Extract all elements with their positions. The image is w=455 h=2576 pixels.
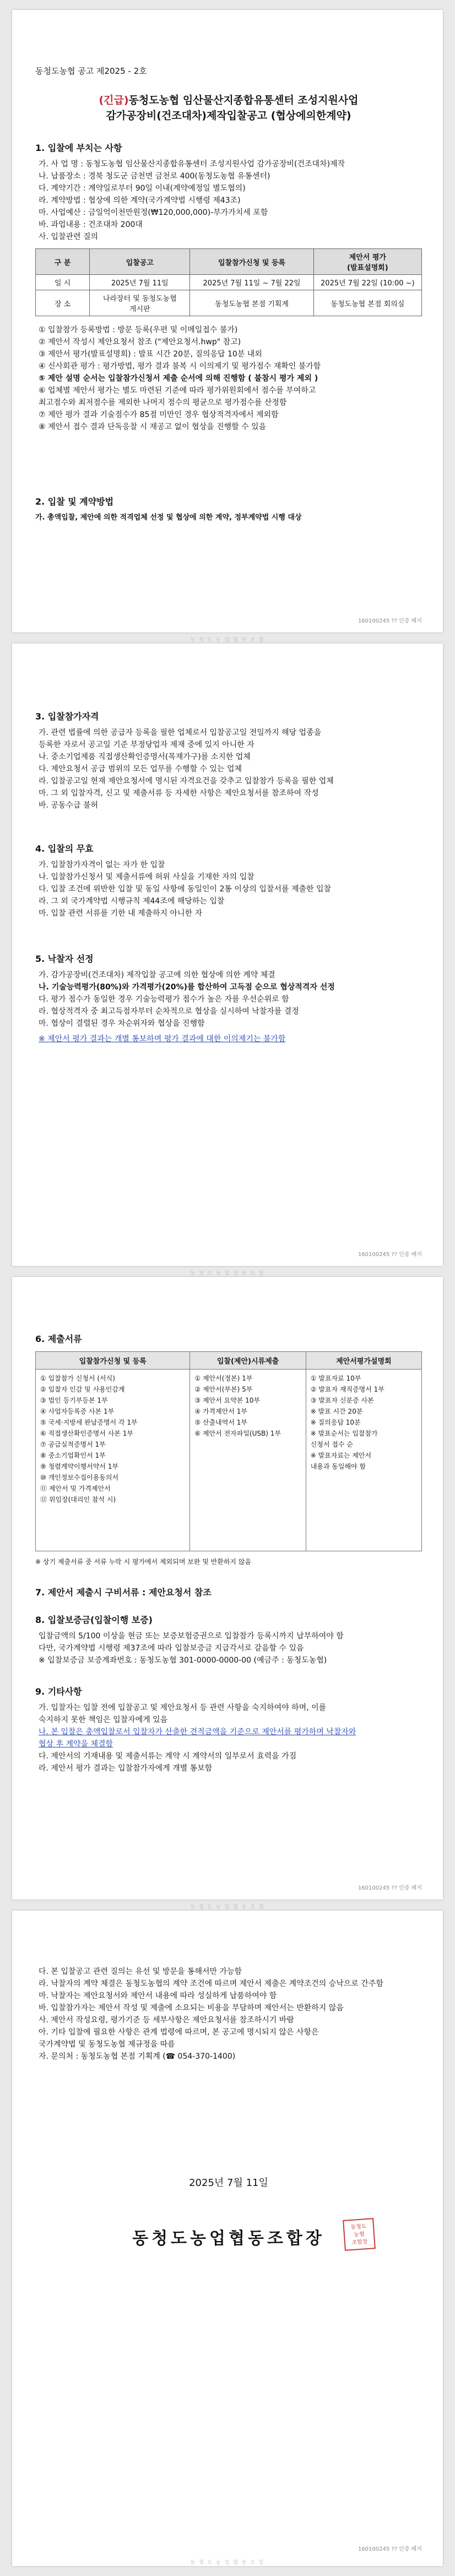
section-1-heading: 1. 입찰에 부치는 사항 <box>35 143 122 153</box>
section-1-note: ② 제안서 작성시 제안요청서 참조 ("제안요청서.hwp" 참고) <box>39 338 241 347</box>
submission-table-header <box>36 1352 422 1370</box>
section-3-item: 등록한 자로서 공고일 기준 부정당업자 제재 중에 있지 아니한 자 <box>39 740 254 749</box>
section-1-note: ① 입찰참가 등록방법 : 방문 등록(우편 및 이메일접수 불가) <box>39 326 238 334</box>
submission-doc-item: 신청서 접수 순 <box>310 1441 353 1448</box>
section-3-item: 바. 공동수급 불허 <box>39 801 99 810</box>
submission-doc-item: ⑥ 제안서 전자파일(USB) 1부 <box>194 1430 281 1437</box>
submission-doc-item: ④ 가격제안서 1부 <box>194 1408 247 1415</box>
section-1 <box>35 141 422 433</box>
section-1-item: 가. 사 업 명 : 동청도농협 임산물산지종합유통센터 조성지원사업 감가공장비(건조대차)제작 <box>39 160 345 169</box>
official-seal: 동청도 농협 조합장 <box>343 2218 376 2251</box>
submission-doc-item: 내용과 동일해야 함 <box>310 1463 366 1470</box>
page-footer: 160100245 ?? 인증 폐지 <box>358 2546 422 2552</box>
document-page-3 <box>12 1277 443 1910</box>
document-page-4 <box>12 1911 443 2566</box>
schedule-cell: 2025년 7월 11일 <box>90 275 190 290</box>
submission-doc-item: ③ 발표자 신분증 사본 <box>310 1397 374 1404</box>
section-4-item: 마. 입찰 관련 서류를 기한 내 제출하지 아니한 자 <box>39 909 203 918</box>
submission-documents-table <box>35 1351 422 1551</box>
section-5-item: 다. 평가 점수가 동일한 경우 기술능력평가 점수가 높은 자를 우선순위로 함 <box>39 995 289 1004</box>
page-footer: 160100245 ?? 인증 폐지 <box>358 1885 422 1891</box>
section-9-item: 라. 제안서 평가 결과는 입찰참가자에게 개별 통보함 <box>39 1764 213 1773</box>
page-footer: 160100245 ?? 인증 폐지 <box>358 618 422 624</box>
watermark: 동 청 도 농 업 협 동 조 합 <box>190 1271 265 1276</box>
section-8-item: 입찰금액의 5/100 이상을 현금 또는 보증보험증권으로 입찰참가 등록시까지 납부하여야 함 <box>39 1632 344 1641</box>
section-5-item: 나. 기술능력평가(80%)와 가격평가(20%)를 합산하여 고득점 순으로 협상적격자 선정 <box>39 983 335 992</box>
submission-header-cell: 제안서평가설명회 <box>306 1352 421 1370</box>
schedule-header-cell: 제안서 평가 (발표설명회) <box>313 249 421 275</box>
submission-doc-item: ※ 발표자료는 제안서 <box>310 1452 372 1459</box>
document-title <box>35 93 422 123</box>
section-10-item: 바. 입찰참가자는 제안서 작성 및 제출에 소요되는 비용을 부담하며 제안서는 반환하지 않음 <box>39 2004 344 2012</box>
submission-doc-item: ① 제안서(정본) 1부 <box>194 1374 253 1382</box>
section-9-item: 협상 후 계약을 체결함 <box>39 1740 113 1749</box>
schedule-table-header <box>36 249 422 275</box>
submission-header-cell: 입찰(제안)시류제출 <box>190 1352 306 1370</box>
title-line-2: 감가공장비(건조대차)제작입찰공고 (협상에의한계약) <box>106 110 351 122</box>
section-5-item: 라. 협상적격자 중 최고득점자부터 순차적으로 협상을 실시하여 낙찰자를 결정 <box>39 1007 299 1016</box>
submission-doc-item: ③ 제안서 요약본 10부 <box>194 1397 261 1404</box>
submission-doc-item: ③ 법인 등기부등본 1부 <box>40 1397 108 1404</box>
section-9 <box>35 1685 422 1774</box>
section-1-item: 바. 과업내용 : 건조대차 200대 <box>39 220 143 229</box>
section-5 <box>35 952 422 1045</box>
submission-header-cell: 입찰참가신청 및 등록 <box>36 1352 190 1370</box>
schedule-row <box>36 275 422 290</box>
watermark: 동 청 도 농 업 협 동 조 합 <box>190 1904 265 1910</box>
document-page-2 <box>12 643 443 1276</box>
submission-doc-item: ⑦ 공급실적증명서 1부 <box>40 1441 106 1448</box>
title-urgent-prefix: (긴급) <box>99 94 129 106</box>
submission-doc-item: ② 발표자 재직증명서 1부 <box>310 1386 384 1393</box>
section-4-item: 나. 입찰참가신청서 및 제출서류에 허위 사실을 기재한 자의 입찰 <box>39 873 254 881</box>
section-9-item: 다. 제안서의 기재내용 및 제출서류는 계약 시 계약서의 일부로서 효력을 가짐 <box>39 1752 297 1761</box>
section-7 <box>35 1585 422 1598</box>
schedule-row <box>36 290 422 316</box>
section-1-item: 다. 계약기간 : 계약일로부터 90일 이내(계약예정일 별도협의) <box>39 184 246 193</box>
watermark: 동 청 도 농 업 협 동 조 합 <box>190 637 265 643</box>
section-10-item: 다. 본 입찰공고 관련 질의는 유선 및 방문을 통해서만 가능함 <box>39 1967 242 1976</box>
section-10-item: 사. 제안서 작성요령, 평가기준 등 세부사항은 제안요청서를 참조하시기 바람 <box>39 2016 294 2025</box>
submission-doc-item: ⑫ 위임장(대리인 참석 시) <box>40 1496 116 1503</box>
schedule-cell: 2025년 7월 22일 (10:00 ~) <box>313 275 421 290</box>
schedule-table <box>35 248 422 316</box>
section-2-heading: 2. 입찰 및 계약방법 <box>35 496 114 507</box>
section-9-heading: 9. 기타사항 <box>35 1686 82 1697</box>
section-1-note: ④ 신사회관 평가 : 평가방법, 평가 결과 불복 시 이의제기 및 평가점수 재확인 불가함 <box>39 362 321 371</box>
schedule-cell: 동청도농협 본점 기획계 <box>190 290 313 316</box>
section-7-heading: 7. 제안서 제출시 구비서류 : 제안요청서 참조 <box>35 1587 212 1598</box>
section-1-note: ⑦ 제안 평가 결과 기술점수가 85점 미만인 경우 협상적격자에서 제외함 <box>39 410 279 419</box>
document-page-1 <box>12 10 443 643</box>
schedule-cell: 동청도농협 본점 회의실 <box>313 290 421 316</box>
section-4-heading: 4. 입찰의 무효 <box>35 843 94 854</box>
submission-footnote: ※ 상기 제출서류 중 서류 누락 시 평가에서 제외되며 보완 및 반환하지 않음 <box>35 1558 251 1566</box>
submission-column-proposal <box>190 1370 306 1551</box>
section-4-item: 가. 입찰참가자격이 없는 자가 한 입찰 <box>39 861 165 869</box>
section-5-item: 가. 감가공장비(건조대차) 제작입찰 공고에 의한 협상에 의한 계약 체결 <box>39 971 275 979</box>
section-8 <box>35 1613 422 1666</box>
submission-doc-item: ⑥ 직접생산확인증명서 사본 1부 <box>40 1430 133 1437</box>
issuer-name: 동청도농업협동조합장 <box>132 2229 325 2248</box>
section-1-note: 최고점수와 최저점수를 제외한 나머지 점수의 평균으로 평가점수를 산정함 <box>39 398 287 407</box>
submission-doc-item: ⑪ 제안서 및 가격제안서 <box>40 1485 111 1492</box>
submission-doc-item: ※ 발표 시간 20분 <box>310 1408 363 1415</box>
section-8-item: 다만, 국가계약법 시행령 제37조에 따라 입찰보증금 지급각서로 갈음할 수 있음 <box>39 1644 304 1653</box>
submission-doc-item: ① 발표자료 10부 <box>310 1374 361 1382</box>
schedule-cell: 나라장터 및 동청도농협 게시판 <box>90 290 190 316</box>
section-2 <box>35 495 422 524</box>
section-1-item: 라. 계약방법 : 협상에 의한 계약(국가계약법 시행령 제43조) <box>39 196 241 205</box>
section-4-item: 라. 그 외 국가계약법 시행규칙 제44조에 해당하는 입찰 <box>39 897 225 906</box>
section-10-item: 라. 낙찰자의 계약 체결은 동청도농협의 계약 조건에 따르며 제안서 제출은 계약조건의 승낙으로 간주함 <box>39 1979 383 1988</box>
section-1-note: ③ 제안서 평가(발표설명회) : 발표 시간 20분, 질의응답 10분 내외 <box>39 350 262 359</box>
submission-doc-item: ⑩ 개인정보수집이용동의서 <box>40 1474 119 1481</box>
section-1-item: 마. 사업예산 : 금일억이천만원정(₩120,000,000)-부가가치세 포함 <box>39 208 268 217</box>
section-1-item: 나. 납품장소 : 경북 청도군 금천면 금천로 400(동청도농협 유통센터) <box>39 172 270 181</box>
issue-date: 2025년 7월 11일 <box>189 2177 268 2189</box>
submission-doc-item: ⑧ 중소기업확인서 1부 <box>40 1452 106 1459</box>
document-number: 동청도농협 공고 제2025 - 2호 <box>35 66 147 76</box>
title-line-1: 동청도농협 임산물산지종합유통센터 조성지원사업 <box>128 94 359 106</box>
section-1-note: ⑥ 업체별 제안서 평가는 별도 마련된 기준에 따라 평가위원회에서 점수를 부여하고 <box>39 386 316 395</box>
section-3-item: 가. 관련 법률에 의한 공급자 등록을 필한 업체로서 입찰공고일 전일까지 해당 업종을 <box>39 728 322 737</box>
section-6-heading: 6. 제출서류 <box>35 1334 82 1344</box>
section-10-item: 자. 문의처 : 동청도농협 본점 기획계 (☎ 054-370-1400) <box>39 2052 236 2061</box>
section-3-item: 다. 제안요청서 공급 범위의 모든 업무를 수행할 수 있는 업체 <box>39 765 242 773</box>
watermark: 동 청 도 농 업 협 동 조 합 <box>190 2560 265 2566</box>
submission-doc-item: ② 입찰자 인감 및 사용인감계 <box>40 1386 125 1393</box>
schedule-cell: 일 시 <box>36 275 90 290</box>
section-4-item: 다. 입찰 조건에 위반한 입찰 및 동일 사항에 동일인이 2통 이상의 입찰서를 제출한 입찰 <box>39 885 332 894</box>
section-8-item: ※ 입찰보증금 보증계좌번호 : 동청도농협 301-0000-0000-00 (예금주 : 동청도농협) <box>39 1656 327 1665</box>
section-3-item: 마. 그 외 입찰자격, 신고 및 제출서류 등 자세한 사항은 제안요청서를 참조하여 작성 <box>39 789 319 798</box>
section-3-item: 라. 입찰공고일 현재 제안요청서에 명시된 자격요건을 갖추고 입찰참가 등록을 필한 업체 <box>39 777 334 786</box>
schedule-cell: 장 소 <box>36 290 90 316</box>
section-9-item: 가. 입찰자는 입찰 전에 입찰공고 및 제안요청서 등 관련 사항을 숙지하여야 하며, 이를 <box>39 1703 327 1712</box>
section-9-item: 나. 본 입찰은 총액입찰로서 입찰자가 산출한 견적금액을 기준으로 제안서를 평가하며 낙찰자와 <box>39 1728 356 1736</box>
section-5-heading: 5. 낙찰자 선정 <box>35 954 94 964</box>
page-footer: 160100245 ?? 인증 폐지 <box>358 1252 422 1258</box>
submission-doc-item: ⑤ 국세·지방세 완납증명서 각 1부 <box>40 1419 138 1426</box>
section-6 <box>35 1332 422 1568</box>
submission-doc-item: ※ 발표순서는 입찰참가 <box>310 1430 378 1437</box>
submission-doc-item: ※ 질의응답 10분 <box>310 1419 361 1426</box>
submission-table-row <box>36 1370 422 1551</box>
submission-doc-item: ⑤ 산출내역서 1부 <box>194 1419 247 1426</box>
section-1-note: ⑤ 제안 설명 순서는 입찰참가신청서 제출 순서에 의해 진행함 ( 불참시 평가 제외 ) <box>39 374 318 383</box>
section-4 <box>35 842 422 919</box>
submission-column-registration <box>36 1370 190 1551</box>
submission-doc-item: ⑨ 청렴계약이행서약서 1부 <box>40 1463 118 1470</box>
section-8-heading: 8. 입찰보증금(입찰이행 보증) <box>35 1615 153 1625</box>
section-3 <box>35 710 422 811</box>
submission-column-presentation <box>306 1370 421 1551</box>
section-10-item: 마. 낙찰자는 제안요청서와 제안서 내용에 따라 성실하게 납품하여야 함 <box>39 1991 277 2000</box>
section-10 <box>35 1966 422 2063</box>
section-10-item: 국가계약법 및 동청도농협 제규정을 따름 <box>39 2040 175 2049</box>
section-1-item: 사. 입찰관련 질의 <box>39 232 99 241</box>
section-3-heading: 3. 입찰참가자격 <box>35 711 99 722</box>
submission-doc-item: ① 입찰참가 신청서 (서식) <box>40 1374 115 1382</box>
section-3-item: 나. 중소기업제품 직접생산확인증명서(목재가구)를 소지한 업체 <box>39 753 251 761</box>
schedule-header-cell: 입찰참가신청 및 등록 <box>190 249 313 275</box>
section-9-item: 숙지하지 못한 책임은 입찰자에게 있음 <box>39 1715 168 1724</box>
submission-doc-item: ② 제안서(부본) 5부 <box>194 1386 253 1393</box>
section-5-notice: ※ 제안서 평가 결과는 개별 통보하며 평가 결과에 대한 이의제기는 불가함 <box>39 1035 286 1043</box>
section-5-item: 마. 협상이 결렬된 경우 차순위자와 협상을 진행함 <box>39 1019 205 1028</box>
section-1-note: ⑧ 제안서 접수 결과 단독응찰 시 재공고 없이 협상을 진행할 수 있음 <box>39 423 267 431</box>
schedule-cell: 2025년 7월 11일 ~ 7월 22일 <box>190 275 313 290</box>
section-10-item: 아. 기타 입찰에 필요한 사항은 관계 법령에 따르며, 본 공고에 명시되지 않은 사항은 <box>39 2028 319 2037</box>
schedule-header-cell: 구 분 <box>36 249 90 275</box>
submission-doc-item: ④ 사업자등록증 사본 1부 <box>40 1408 115 1415</box>
section-2-body: 가. 총액입찰, 제안에 의한 적격업체 선정 및 협상에 의한 계약, 정부계약법 시행 대상 <box>35 513 302 522</box>
schedule-header-cell: 입찰공고 <box>90 249 190 275</box>
